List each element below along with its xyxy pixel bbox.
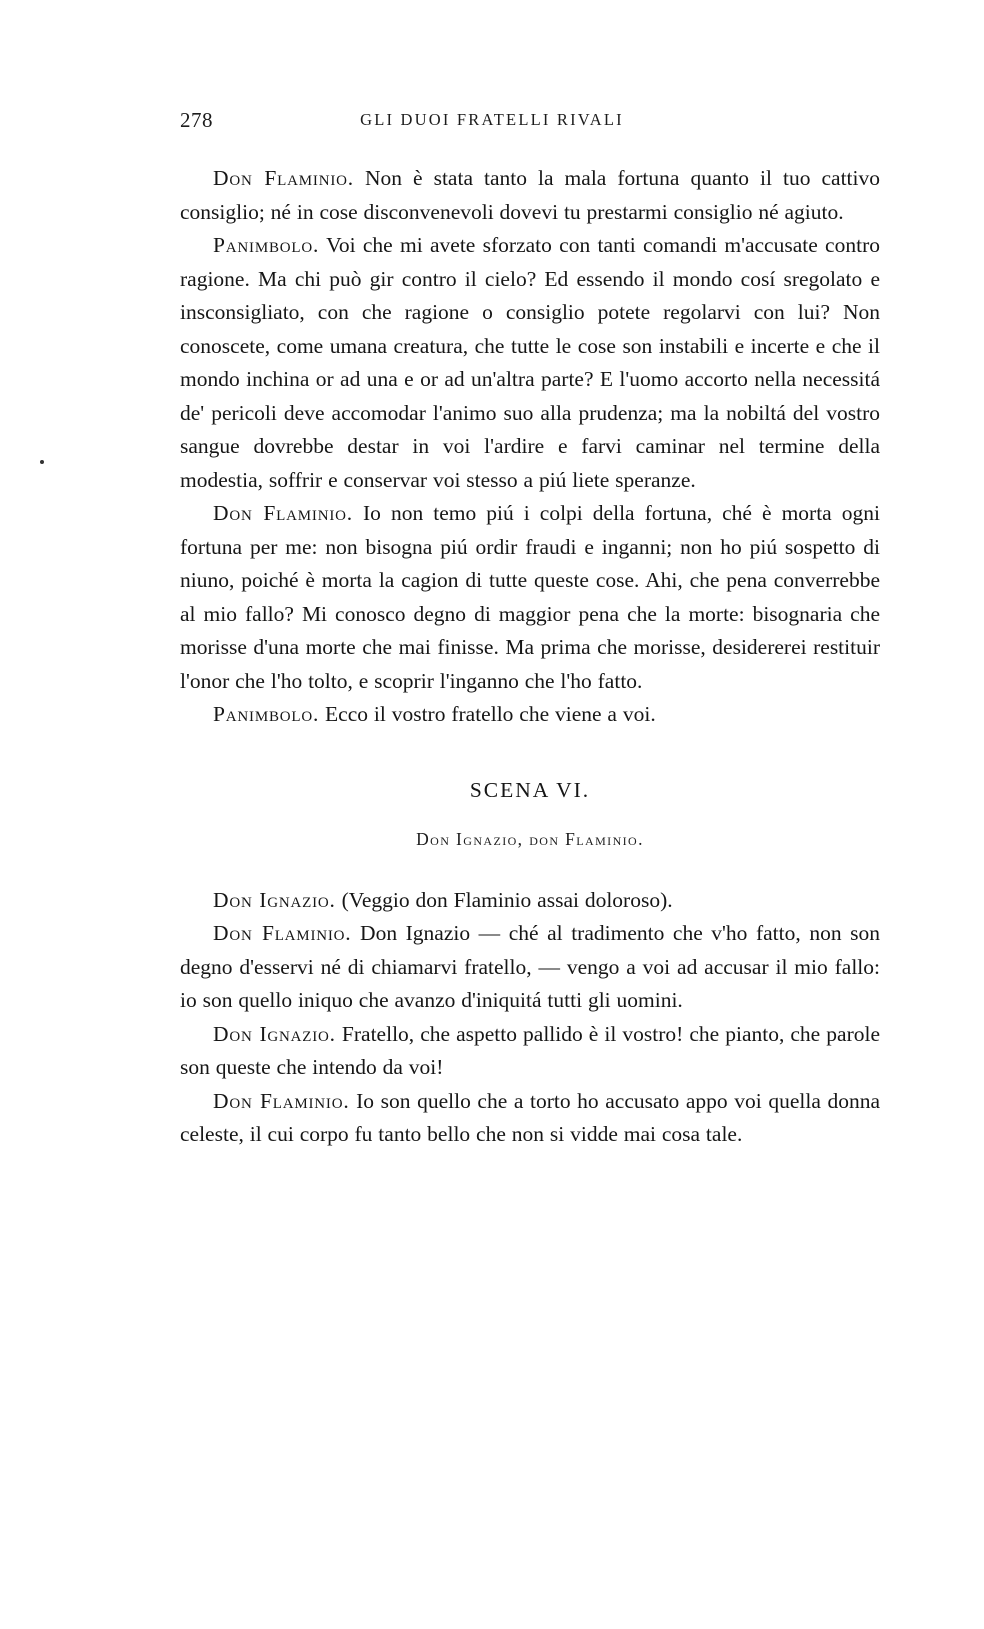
dialogue-paragraph (180, 1085, 880, 1152)
speaker-name: Don Flaminio. (213, 1088, 350, 1113)
speaker-name: Panimbolo. (213, 702, 320, 726)
speaker-name: Don Ignazio. (213, 1021, 336, 1046)
page-header (180, 108, 804, 132)
speaker-name: Don Ignazio. (213, 887, 336, 912)
speaker-name: Don Flaminio. (213, 501, 353, 525)
dialogue-paragraph (180, 1018, 880, 1085)
dialogue-paragraph (180, 497, 880, 698)
dialogue-paragraph (180, 698, 880, 732)
dialogue-paragraph (180, 884, 880, 918)
body-text (180, 162, 880, 1152)
running-title: GLI DUOI FRATELLI RIVALI (360, 110, 624, 129)
scene-heading: SCENA VI. (469, 777, 591, 802)
speech-text: Don Ignazio — ché al tradimento che v'ho fatto, non son degno d'esservi né di chiamarvi fratello, — vengo a voi ad accusar il mio fallo: io son quello iniquo che avanzo d'iniquitá tutti gli uomini. (180, 921, 880, 1012)
dialogue-paragraph (180, 917, 880, 1018)
speech-text: Io non temo piú i colpi della fortuna, ché è morta ogni fortuna per me: non bisogna piú ordir fraudi e inganni; non ho piú sospetto di niuno, poiché è morta la cagion di tutte queste cose. Ahi, che pena converrebbe al mio fallo? Mi conosco degno di maggior pena che la morte: bisognaria che morisse d'una morte che mai finisse. Ma prima che morisse, desidererei restituir l'onor che l'ho tolto, e scoprir l'inganno che l'ho fatto. (180, 501, 880, 693)
speaker-name: Don Flaminio. (213, 166, 354, 190)
speech-text: Ecco il vostro fratello che viene a voi. (325, 702, 656, 726)
margin-speck (40, 460, 44, 464)
scene-cast-list: Don Ignazio, don Flaminio. (416, 828, 644, 849)
dialogue-paragraph (180, 229, 880, 497)
speech-text: (Veggio don Flaminio assai doloroso). (341, 887, 673, 912)
speech-text: Non è stata tanto la mala fortuna quanto il tuo cattivo consiglio; né in cose disconvenevoli dovevi tu prestarmi consiglio né agiuto. (180, 166, 880, 224)
scene-spacer (180, 850, 880, 884)
speech-text: Fratello, che aspetto pallido è il vostro! che pianto, che parole son queste che intendo da voi! (180, 1021, 880, 1079)
dialogue-paragraph (180, 162, 880, 229)
speaker-name: Don Flaminio. (213, 921, 352, 945)
page-number: 278 (180, 108, 213, 132)
speech-text: Voi che mi avete sforzato con tanti comandi m'accusate contro ragione. Ma chi può gir contro il cielo? Ed essendo il mondo cosí sregolato e insconsigliato, con che ragione o consiglio potete regolarvi con lui? Non conoscete, come umana creatura, che tutte le cose son instabili e incerte e che il mondo inchina or ad una e or ad un'altra parte? E l'uomo accorto nella necessitá de' pericoli deve accomodar l'animo suo alla prudenza; ma la nobiltá del vostro sangue dovrebbe destar in voi l'ardire e farvi caminar nel termine della modestia, soffrir e conservar voi stesso a piú liete speranze. (180, 233, 880, 492)
speech-text: Io son quello che a torto ho accusato appo voi quella donna celeste, il cui corpo fu tanto bello che non si vidde mai cosa tale. (180, 1088, 880, 1146)
speaker-name: Panimbolo. (213, 233, 320, 257)
